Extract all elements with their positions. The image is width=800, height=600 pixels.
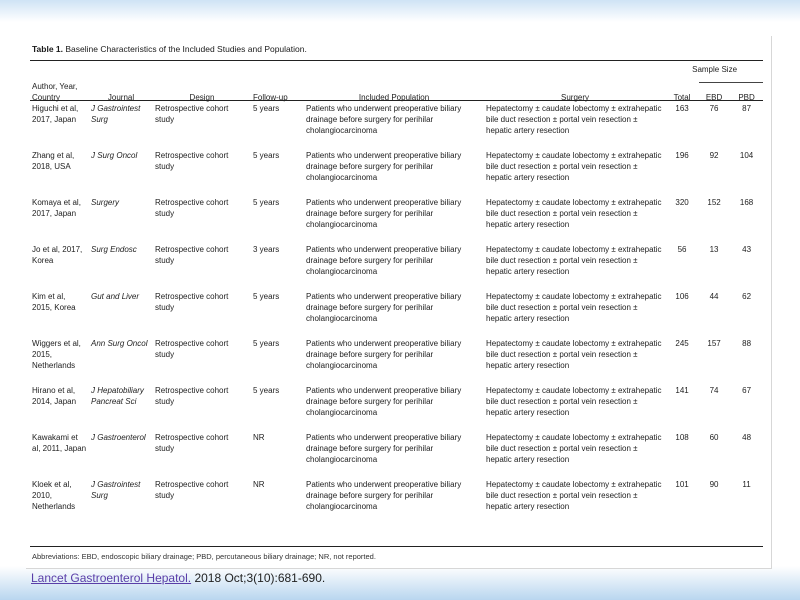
cell-surgery: Hepatectomy ± caudate lobectomy ± extrahepatic bile duct resection ± portal vein resection ± hepatic artery resection (486, 386, 662, 417)
table-row (30, 385, 763, 432)
cell-pbd: 168 (739, 198, 754, 207)
cell-total: 141 (675, 386, 689, 395)
cell-total: 320 (675, 198, 689, 207)
cell-followup: NR (253, 480, 265, 489)
cell-ebd: 92 (709, 151, 719, 160)
cell-ebd: 152 (707, 198, 721, 207)
cell-followup: 5 years (253, 339, 280, 348)
cell-author: Wiggers et al, 2015, Netherlands (32, 339, 81, 370)
top-rule (30, 60, 763, 61)
cell-pbd: 11 (742, 480, 751, 489)
cell-design: Retrospective cohort study (155, 433, 229, 453)
col-header-ebd: EBD (705, 93, 723, 102)
cell-pbd: 88 (742, 339, 752, 348)
cell-journal: J Gastroenterol (91, 433, 146, 442)
table-row (30, 432, 763, 479)
cell-design: Retrospective cohort study (155, 151, 229, 171)
table-row (30, 338, 763, 385)
cell-journal: J Gastrointest Surg (91, 480, 141, 500)
cell-pbd: 104 (739, 151, 754, 160)
citation-details: 2018 Oct;3(10):681-690. (191, 571, 326, 585)
col-header-total: Total (673, 93, 691, 102)
cell-ebd: 90 (709, 480, 719, 489)
cell-pbd: 48 (742, 433, 752, 442)
cell-total: 163 (675, 104, 689, 113)
cell-followup: 5 years (253, 292, 280, 301)
cell-design: Retrospective cohort study (155, 104, 229, 124)
cell-pbd: 87 (742, 104, 752, 113)
cell-author: Kawakami et al, 2011, Japan (32, 433, 87, 453)
cell-surgery: Hepatectomy ± caudate lobectomy ± extrahepatic bile duct resection ± portal vein resection ± hepatic artery resection (486, 151, 662, 182)
table-row (30, 244, 763, 291)
table-row (30, 291, 763, 338)
cell-pbd: 43 (742, 245, 752, 254)
cell-ebd: 13 (709, 245, 719, 254)
top-gradient-band (0, 0, 800, 22)
cell-ebd: 157 (707, 339, 721, 348)
cell-population: Patients who underwent preoperative biliary drainage before surgery for perihilar cholangiocarcinoma (306, 151, 462, 182)
cell-population: Patients who underwent preoperative biliary drainage before surgery for perihilar cholangiocarcinoma (306, 480, 462, 511)
cell-population: Patients who underwent preoperative biliary drainage before surgery for perihilar cholangiocarcinoma (306, 198, 462, 229)
cell-followup: 5 years (253, 151, 280, 160)
cell-followup: 3 years (253, 245, 280, 254)
cell-surgery: Hepatectomy ± caudate lobectomy ± extrahepatic bile duct resection ± portal vein resection ± hepatic artery resection (486, 245, 662, 276)
col-header-followup: Follow-up (253, 93, 288, 102)
cell-surgery: Hepatectomy ± caudate lobectomy ± extrahepatic bile duct resection ± portal vein resection ± hepatic artery resection (486, 104, 662, 135)
cell-design: Retrospective cohort study (155, 480, 229, 500)
cell-followup: 5 years (253, 386, 280, 395)
cell-followup: NR (253, 433, 265, 442)
table-title (32, 44, 307, 54)
cell-journal: Surgery (91, 198, 120, 207)
cell-author: Kloek et al, 2010, Netherlands (32, 480, 76, 511)
col-header-author: Author, Year, Country (32, 82, 78, 102)
cell-population: Patients who underwent preoperative biliary drainage before surgery for perihilar cholangiocarcinoma (306, 245, 462, 276)
journal-link[interactable]: Lancet Gastroenterol Hepatol. (31, 571, 192, 585)
cell-total: 106 (675, 292, 689, 301)
cell-author: Kim et al, 2015, Korea (32, 292, 76, 312)
cell-surgery: Hepatectomy ± caudate lobectomy ± extrahepatic bile duct resection ± portal vein resection ± hepatic artery resection (486, 433, 662, 464)
baseline-table (30, 64, 763, 526)
citation (31, 571, 325, 585)
cell-surgery: Hepatectomy ± caudate lobectomy ± extrahepatic bile duct resection ± portal vein resection ± hepatic artery resection (486, 198, 662, 229)
cell-journal: Gut and Liver (91, 292, 140, 301)
table-row (30, 150, 763, 197)
cell-pbd: 67 (742, 386, 752, 395)
cell-pbd: 62 (742, 292, 752, 301)
cell-author: Komaya et al, 2017, Japan (32, 198, 81, 218)
table-footnote: Abbreviations: EBD, endoscopic biliary drainage; PBD, percutaneous biliary drainage; NR, not reported. (32, 552, 376, 561)
table-row (30, 197, 763, 244)
cell-author: Hirano et al, 2014, Japan (32, 386, 77, 406)
cell-journal: Ann Surg Oncol (91, 339, 148, 348)
cell-total: 101 (675, 480, 689, 489)
col-header-journal: Journal (107, 93, 135, 102)
cell-population: Patients who underwent preoperative biliary drainage before surgery for perihilar cholangiocarcinoma (306, 292, 462, 323)
header-spacer (30, 64, 666, 81)
col-header-pbd: PBD (738, 93, 755, 102)
cell-author: Higuchi et al, 2017, Japan (32, 104, 79, 124)
cell-population: Patients who underwent preoperative biliary drainage before surgery for perihilar cholangiocarcinoma (306, 104, 462, 135)
table-title-text: Baseline Characteristics of the Included Studies and Population. (63, 44, 307, 54)
cell-author: Jo et al, 2017, Korea (32, 245, 83, 265)
cell-surgery: Hepatectomy ± caudate lobectomy ± extrahepatic bile duct resection ± portal vein resection ± hepatic artery resection (486, 292, 662, 323)
cell-total: 245 (675, 339, 689, 348)
cell-design: Retrospective cohort study (155, 386, 229, 406)
cell-design: Retrospective cohort study (155, 339, 229, 359)
cell-ebd: 74 (709, 386, 719, 395)
cell-ebd: 76 (709, 104, 719, 113)
cell-total: 56 (677, 245, 687, 254)
cell-design: Retrospective cohort study (155, 198, 229, 218)
cell-journal: J Gastrointest Surg (91, 104, 141, 124)
cell-population: Patients who underwent preoperative biliary drainage before surgery for perihilar cholangiocarcinoma (306, 339, 462, 370)
col-header-design: Design (189, 93, 215, 102)
cell-author: Zhang et al, 2018, USA (32, 151, 75, 171)
cell-followup: 5 years (253, 198, 280, 207)
col-header-population: Included Population (358, 93, 430, 102)
cell-ebd: 44 (709, 292, 719, 301)
cell-total: 196 (675, 151, 689, 160)
cell-design: Retrospective cohort study (155, 245, 229, 265)
col-header-surgery: Surgery (561, 93, 590, 102)
table-row (30, 103, 763, 150)
table-row (30, 479, 763, 526)
cell-total: 108 (675, 433, 689, 442)
cell-surgery: Hepatectomy ± caudate lobectomy ± extrahepatic bile duct resection ± portal vein resection ± hepatic artery resection (486, 339, 662, 370)
cell-population: Patients who underwent preoperative biliary drainage before surgery for perihilar cholangiocarcinoma (306, 386, 462, 417)
table-figure (26, 36, 772, 569)
cell-journal: J Hepatobiliary Pancreat Sci (91, 386, 144, 406)
cell-design: Retrospective cohort study (155, 292, 229, 312)
cell-population: Patients who underwent preoperative biliary drainage before surgery for perihilar cholangiocarcinoma (306, 433, 462, 464)
cell-followup: 5 years (253, 104, 280, 113)
bottom-rule (30, 546, 763, 547)
table-title-label: Table 1. (32, 44, 64, 54)
cell-surgery: Hepatectomy ± caudate lobectomy ± extrahepatic bile duct resection ± portal vein resection ± hepatic artery resection (486, 480, 662, 511)
header-sample-size: Sample Size (692, 65, 738, 74)
cell-ebd: 60 (709, 433, 719, 442)
cell-journal: J Surg Oncol (91, 151, 138, 160)
cell-journal: Surg Endosc (91, 245, 137, 254)
